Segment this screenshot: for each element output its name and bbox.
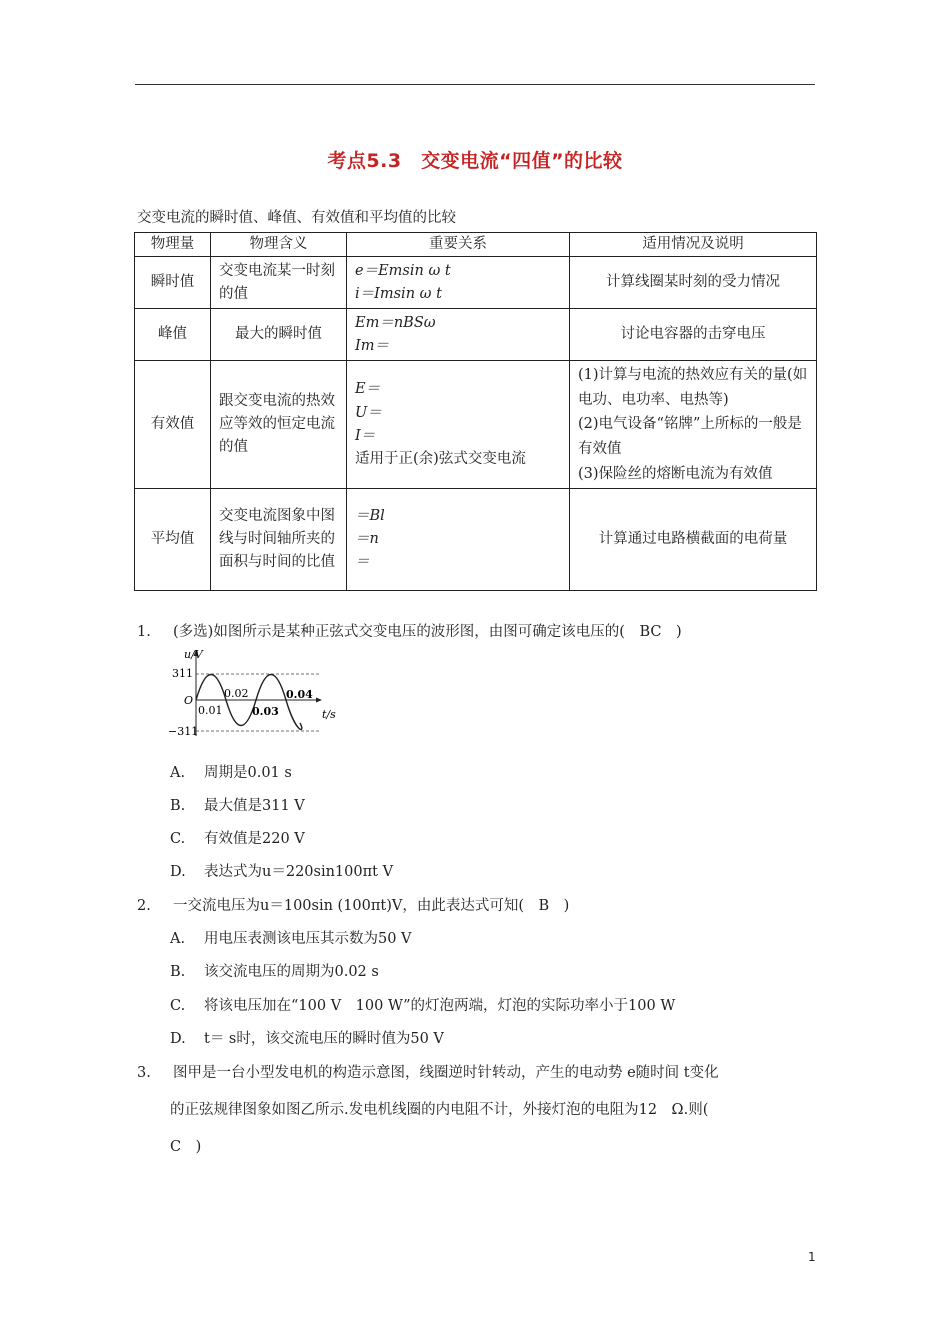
header-quantity: 物理量: [135, 233, 211, 257]
option-text: 该交流电压的周期为0.02 s: [204, 964, 379, 980]
option-c[interactable]: [170, 827, 305, 851]
relation-line: ＝: [355, 554, 370, 571]
table-row: [135, 257, 817, 309]
option-d[interactable]: [170, 1027, 444, 1051]
row-name: 峰值: [135, 309, 211, 361]
option-text: 表达式为u＝220sin100πt V: [204, 864, 394, 880]
row-name: 平均值: [135, 489, 211, 591]
header-relation: 重要关系: [347, 233, 570, 257]
option-text: 有效值是220 V: [204, 831, 305, 847]
option-text: t＝ s时，该交流电压的瞬时值为50 V: [204, 1031, 444, 1047]
relation-line: ＝Bl: [355, 508, 385, 525]
option-a[interactable]: [170, 761, 292, 785]
relation-line: I＝: [355, 427, 376, 444]
ymax-label: 311: [172, 667, 193, 680]
relation-line: i＝Imsin ω t: [355, 285, 442, 302]
question-1: [137, 620, 682, 644]
row-relation: [347, 309, 570, 361]
ymin-label: −311: [168, 725, 199, 738]
option-text: 周期是0.01 s: [204, 765, 292, 781]
relation-line: U＝: [355, 404, 382, 421]
table-row: [135, 309, 817, 361]
row-name: 有效值: [135, 361, 211, 489]
row-usage: 计算线圈某时刻的受力情况: [570, 257, 817, 309]
option-b[interactable]: [170, 960, 379, 984]
page-number: 1: [808, 1250, 816, 1264]
header-rule: [135, 84, 815, 85]
row-usage: (1)计算与电流的热效应有关的量(如电功、电功率、电热等) (2)电气设备“铭牌”上所标的一般是有效值 (3)保险丝的熔断电流为有效值: [570, 361, 817, 489]
option-label: D.: [170, 864, 186, 880]
option-text: 最大值是311 V: [204, 798, 305, 814]
table-row: [135, 489, 817, 591]
question-number: 2.: [137, 898, 151, 914]
header-meaning: 物理含义: [211, 233, 347, 257]
option-c[interactable]: [170, 994, 675, 1018]
y-axis-label: u/V: [184, 648, 203, 661]
table-header-row: [135, 233, 817, 257]
relation-line: e＝Emsin ω t: [355, 262, 451, 279]
option-label: B.: [170, 798, 186, 814]
option-text: 用电压表测该电压其示数为50 V: [204, 931, 412, 947]
row-meaning: 最大的瞬时值: [211, 309, 347, 361]
tick-0.02: 0.02: [224, 687, 249, 700]
question-3: [137, 1061, 719, 1085]
table-row: [135, 361, 817, 489]
relation-line: Em＝nBSω: [355, 314, 436, 331]
question-number: 3.: [137, 1065, 151, 1081]
row-meaning: 交变电流某一时刻的值: [211, 257, 347, 309]
question-number: 1.: [137, 624, 151, 640]
row-usage: 计算通过电路横截面的电荷量: [570, 489, 817, 591]
option-label: A.: [170, 765, 186, 781]
relation-line: ＝n: [355, 531, 379, 548]
sine-wave-figure: [168, 648, 348, 740]
option-a[interactable]: [170, 927, 412, 951]
option-b[interactable]: [170, 794, 305, 818]
header-usage: 适用情况及说明: [570, 233, 817, 257]
row-relation: [347, 361, 570, 489]
option-label: B.: [170, 964, 186, 980]
sine-curve: [196, 675, 302, 730]
option-label: A.: [170, 931, 186, 947]
comparison-table: [134, 232, 817, 591]
relation-line: Im＝: [355, 337, 389, 354]
row-relation: [347, 257, 570, 309]
option-label: C.: [170, 998, 186, 1014]
row-relation: [347, 489, 570, 591]
tick-0.01: 0.01: [198, 704, 223, 717]
origin-label: O: [184, 694, 194, 707]
option-label: C.: [170, 831, 186, 847]
relation-line: E＝: [355, 381, 381, 398]
table-intro: 交变电流的瞬时值、峰值、有效值和平均值的比较: [137, 210, 456, 226]
row-usage: 讨论电容器的击穿电压: [570, 309, 817, 361]
question-stem: (多选)如图所示是某种正弦式交变电压的波形图，由图可确定该电压的( BC ): [173, 624, 682, 640]
relation-note: 适用于正(余)弦式交变电流: [355, 450, 526, 467]
option-text: 将该电压加在“100 V 100 W”的灯泡两端，灯泡的实际功率小于100 W: [204, 998, 676, 1014]
question-stem: 图甲是一台小型发电机的构造示意图，线圈逆时针转动，产生的电动势 e随时间 t变化: [173, 1065, 719, 1081]
option-d[interactable]: [170, 860, 393, 884]
tick-0.04: 0.04: [286, 688, 313, 701]
x-axis-label: t/s: [322, 708, 336, 721]
question-stem: 一交流电压为u＝100sin (100πt)V，由此表达式可知( B ): [173, 898, 570, 914]
question-3-line-3: C ): [170, 1139, 202, 1155]
row-name: 瞬时值: [135, 257, 211, 309]
section-title: 考点5.3 交变电流“四值”的比较: [327, 150, 623, 172]
option-label: D.: [170, 1031, 186, 1047]
x-axis-arrow: [316, 698, 322, 703]
tick-0.03: 0.03: [252, 705, 279, 718]
row-meaning: 跟交变电流的热效应等效的恒定电流的值: [211, 361, 347, 489]
question-2: [137, 894, 569, 918]
question-3-line-2: 的正弦规律图象如图乙所示.发电机线圈的内电阻不计，外接灯泡的电阻为12 Ω.则(: [170, 1102, 709, 1118]
row-meaning: 交变电流图象中图线与时间轴所夹的面积与时间的比值: [211, 489, 347, 591]
